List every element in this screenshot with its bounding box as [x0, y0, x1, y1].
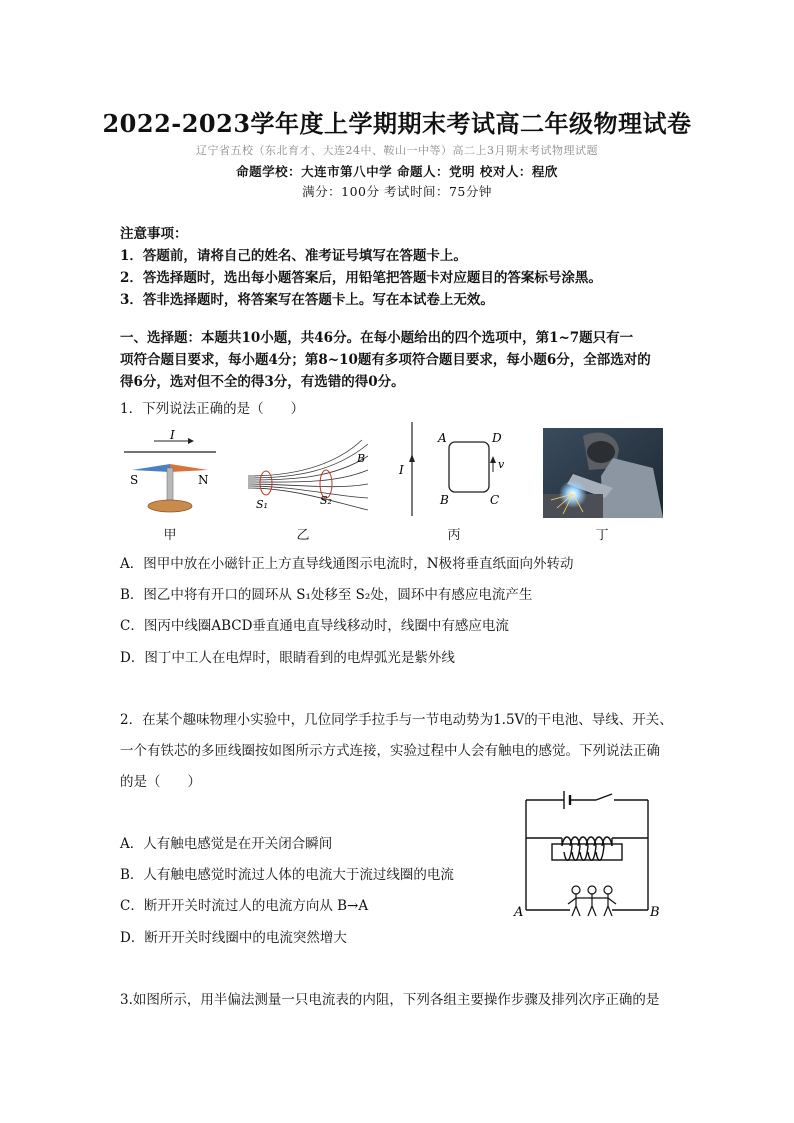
q2-stem-line-1: 2．在某个趣味物理小实验中，几位同学手拉手与一节电动势为1.5V的干电池、导线、开关、 [120, 712, 673, 728]
q2-stem-line-3: 的是（ ） [120, 774, 201, 790]
q1-figure-bing [394, 420, 514, 518]
q2-option-b: B．人有触电感觉时流过人体的电流大于流过线圈的电流 [120, 867, 454, 883]
q1-option-c: C．图丙中线圈ABCD垂直通电直导线移动时，线圈中有感应电流 [120, 618, 509, 634]
fig-v-label: v [498, 458, 505, 471]
q1-fig-label-yi: 乙 [296, 528, 310, 543]
fig-c-label: C [490, 493, 500, 507]
exam-subtitle: 辽宁省五校（东北育才、大连24中、鞍山一中等）高二上3月期末考试物理试题 [196, 144, 598, 157]
fig-s2-label: S₂ [320, 494, 332, 507]
q2-circuit-figure [512, 786, 662, 920]
q1-option-b: B．图乙中将有开口的圆环从 S₁处移至 S₂处，圆环中有感应电流产生 [120, 587, 533, 603]
fig-bc-label: B [440, 493, 449, 507]
exam-school-line: 命题学校：大连市第八中学 命题人：党明 校对人：程欣 [236, 164, 558, 179]
section1-line-3: 得6分，选对但不全的得3分，有选错的得0分。 [120, 374, 405, 390]
notes-item-3: 3．答非选择题时，将答案写在答题卡上。写在本试卷上无效。 [120, 292, 494, 308]
q1-fig-label-ding: 丁 [595, 528, 609, 543]
fig-d-label: D [492, 431, 502, 445]
q1-fig-label-jia: 甲 [163, 528, 177, 543]
fig-a-label: A [438, 431, 447, 445]
fig-s1-label: S₁ [256, 498, 268, 511]
fig-n-label: N [198, 473, 209, 487]
fig-b-label: B [357, 452, 366, 465]
notes-item-2: 2．答选择题时，选出每小题答案后，用铅笔把答题卡对应题目的答案标号涂黑。 [120, 270, 602, 286]
notes-item-1: 1．答题前，请将自己的姓名、准考证号填写在答题卡上。 [120, 248, 467, 264]
q2-option-d: D．断开开关时线圈中的电流突然增大 [120, 930, 347, 946]
q3-stem: 3.如图所示，用半偏法测量一只电流表的内阻，下列各组主要操作步骤及排列次序正确的是 [120, 992, 660, 1008]
q1-option-a: A．图甲中放在小磁针正上方直导线通图示电流时，N极将垂直纸面向外转动 [120, 556, 574, 572]
q2-option-c: C．断开开关时流过人的电流方向从 B→A [120, 898, 369, 914]
notes-heading: 注意事项： [120, 226, 188, 242]
exam-score-line: 满分：100分 考试时间：75分钟 [302, 184, 492, 199]
q1-option-d: D．图丁中工人在电焊时，眼睛看到的电焊弧光是紫外线 [120, 650, 455, 666]
q1-fig-label-bing: 丙 [447, 528, 461, 543]
q1-figure-jia [118, 428, 223, 520]
exam-title: 2022-2023学年度上学期期末考试高二年级物理试卷 [102, 109, 692, 138]
q1-figure-yi [244, 438, 374, 516]
q1-figure-ding-welding-photo [543, 428, 663, 518]
q2-stem-line-2: 一个有铁芯的多匝线圈按如图所示方式连接，实验过程中人会有触电的感觉。下列说法正确 [120, 743, 660, 759]
q2-fig-b-label: B [650, 905, 660, 920]
fig-i-label: I [399, 463, 404, 477]
q2-option-a: A．人有触电感觉是在开关闭合瞬间 [120, 836, 333, 852]
q2-fig-a-label: A [514, 905, 524, 920]
fig-current-label: I [170, 428, 175, 442]
q1-stem: 1．下列说法正确的是（ ） [120, 401, 305, 417]
section1-line-2: 项符合题目要求，每小题4分；第8~10题有多项符合题目要求，每小题6分，全部选对的 [120, 352, 651, 368]
fig-s-label: S [130, 473, 139, 487]
section1-line-1: 一、选择题：本题共10小题，共46分。在每小题给出的四个选项中，第1~7题只有一 [120, 330, 634, 346]
